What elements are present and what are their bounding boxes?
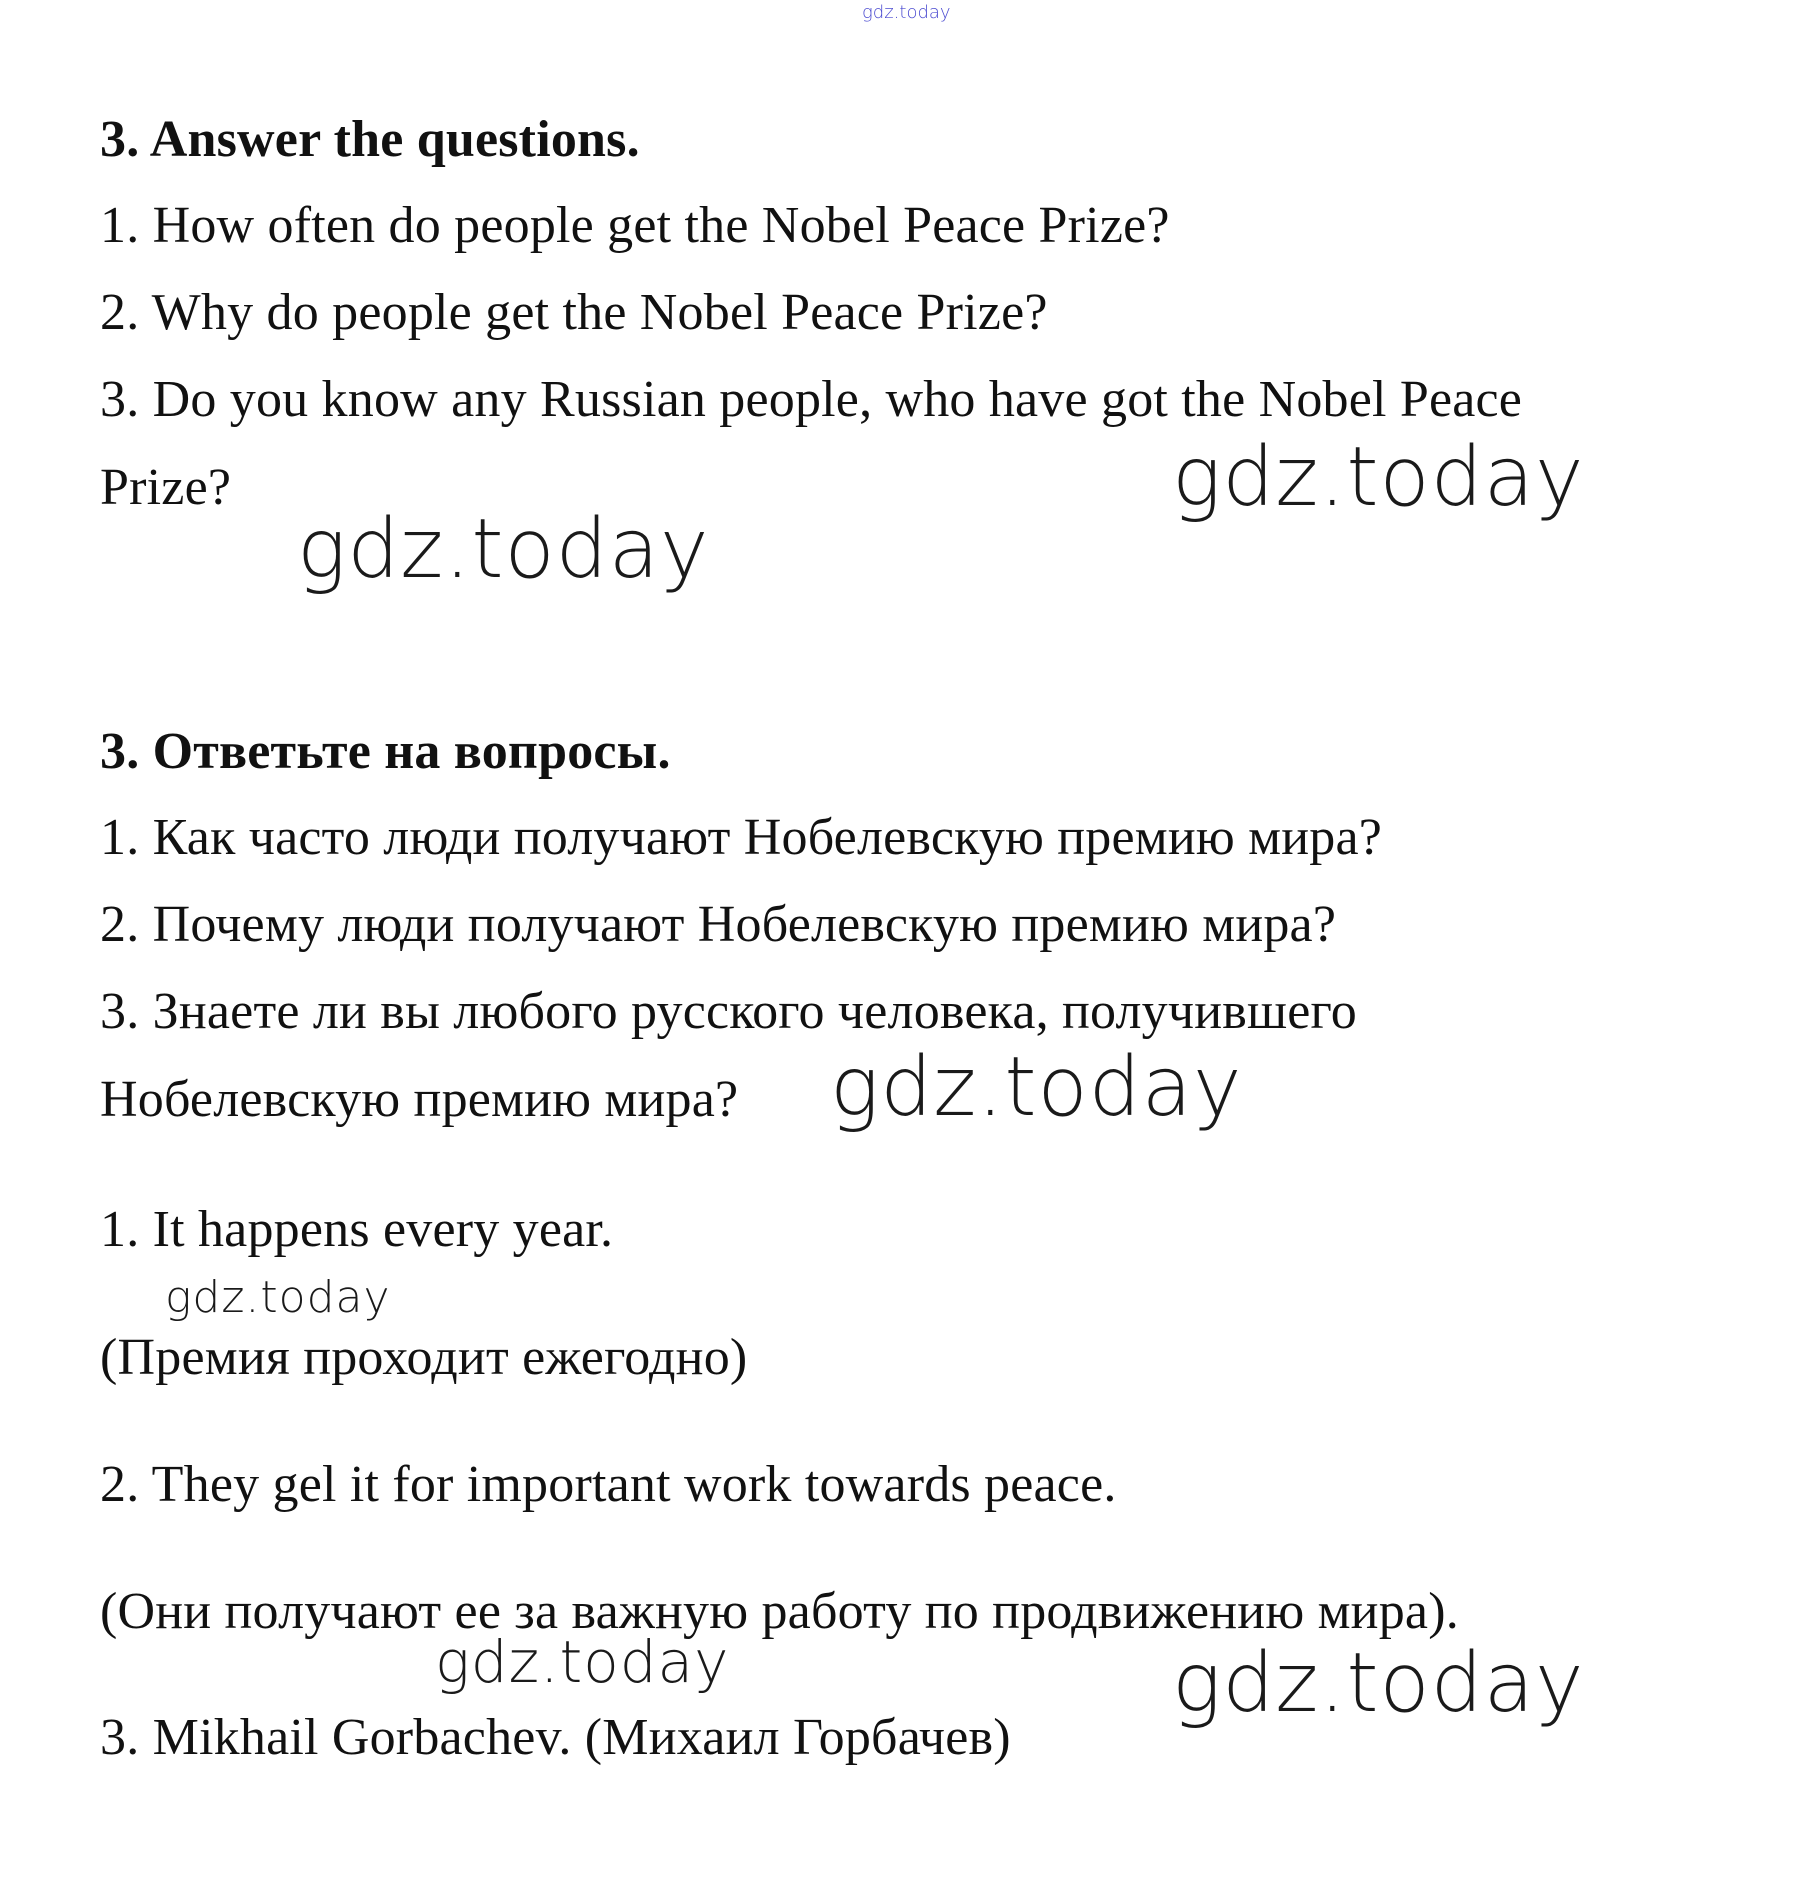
- watermark-top: gdz.today: [862, 2, 951, 23]
- question-2-en: 2. Why do people get the Nobel Peace Prize?: [100, 284, 1048, 341]
- watermark: gdz.today: [435, 1628, 730, 1696]
- answer-3: 3. Mikhail Gorbachev. (Михаил Горбачев): [100, 1709, 1011, 1766]
- watermark: gdz.today: [297, 502, 710, 597]
- answer-2-ru: (Они получают ее за важную работу по продвижению мира).: [100, 1583, 1459, 1640]
- watermark: gdz.today: [1172, 1636, 1585, 1731]
- answer-2: 2. They gel it for important work towards peace.: [100, 1456, 1117, 1513]
- task-heading-en: 3. Answer the questions.: [100, 111, 640, 168]
- watermark: gdz.today: [1172, 430, 1585, 525]
- question-1-ru: 1. Как часто люди получают Нобелевскую премию мира?: [100, 809, 1383, 866]
- watermark: gdz.today: [165, 1272, 391, 1323]
- answer-1: 1. It happens every year.: [100, 1201, 614, 1258]
- question-3-en-line1: 3. Do you know any Russian people, who have got the Nobel Peace: [100, 371, 1523, 428]
- question-3-ru-line2: Нобелевскую премию мира?: [100, 1071, 739, 1128]
- task-heading-ru: 3. Ответьте на вопросы.: [100, 723, 671, 780]
- answer-1-ru: (Премия проходит ежегодно): [100, 1329, 748, 1386]
- question-3-en-line2: Prize?: [100, 459, 232, 516]
- question-3-ru-line1: 3. Знаете ли вы любого русского человека, получившего: [100, 983, 1357, 1040]
- question-2-ru: 2. Почему люди получают Нобелевскую премию мира?: [100, 896, 1337, 953]
- question-1-en: 1. How often do people get the Nobel Peace Prize?: [100, 197, 1170, 254]
- watermark: gdz.today: [830, 1040, 1243, 1135]
